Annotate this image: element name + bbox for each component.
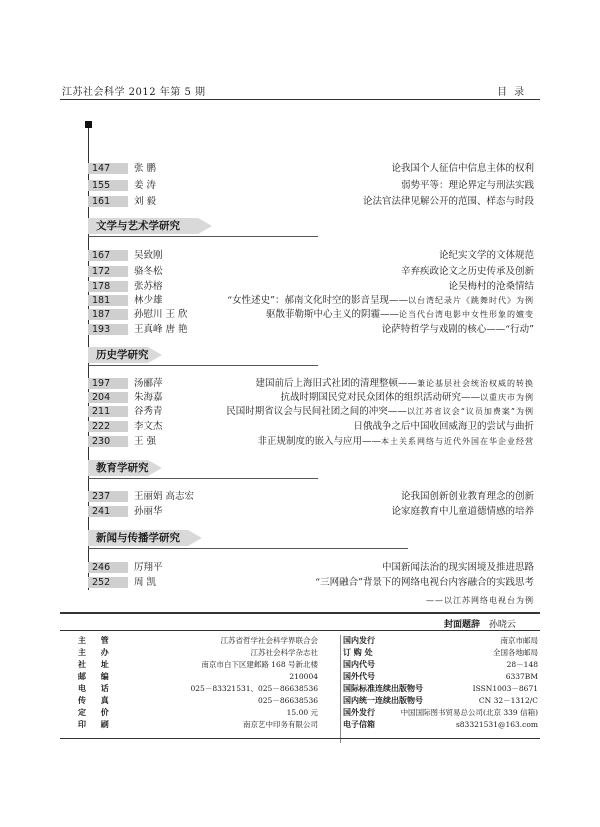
- page-number: 155: [92, 180, 111, 191]
- publisher-field-key: 定 价: [78, 708, 115, 717]
- entry-title: [382, 561, 534, 574]
- entry-title: [227, 294, 534, 307]
- entry-author: 孙慰川 王 欣: [134, 309, 188, 320]
- publisher-field-key: 国际标准连续出版物号: [343, 684, 423, 693]
- publisher-field: [78, 695, 338, 707]
- entry-title-text: 论我国个人征信中信息主体的权利: [391, 163, 534, 174]
- publisher-field-value: 28－148: [506, 660, 538, 669]
- publisher-field-value: ISSN1003－8671: [472, 684, 538, 693]
- entry-title: [401, 265, 534, 278]
- toc-entry[interactable]: [88, 405, 534, 418]
- publisher-field-value: 南京艺中印务有限公司: [243, 720, 318, 729]
- toc-entry[interactable]: [88, 561, 534, 574]
- journal-issue-label: 江苏社会科学 2012 年第 5 期: [62, 87, 206, 98]
- publisher-field: [78, 647, 338, 659]
- entry-title-text: 论萨特哲学与戏剧的核心——“行动”: [381, 324, 534, 335]
- publisher-field-key: 国内代号: [343, 660, 375, 669]
- entry-title: [226, 405, 534, 418]
- publisher-field: [78, 671, 338, 683]
- entry-title: [353, 420, 534, 433]
- section-label: 目 录: [497, 87, 527, 98]
- publisher-field-key: 主 办: [78, 648, 115, 657]
- entry-author: 王真峰 唐 艳: [134, 324, 188, 335]
- entry-title-text: 非正规制度的嵌入与应用——: [257, 436, 381, 447]
- publisher-field: [78, 635, 338, 647]
- entry-author: 孙丽华: [134, 506, 163, 517]
- publisher-field-value: CN 32－1312/C: [478, 696, 538, 705]
- publisher-field-key: 订 购 处: [343, 648, 373, 657]
- publisher-field-value: 南京市白下区建邺路 168 号新北楼: [201, 660, 318, 669]
- section-heading-rule: [88, 478, 318, 479]
- section-heading-label: 文学与艺术学研究: [96, 220, 180, 232]
- page-number: 241: [92, 506, 111, 517]
- entry-author: 张 鹏: [134, 163, 157, 174]
- page-number: 204: [92, 392, 111, 403]
- page-number: 252: [92, 577, 111, 588]
- toc-entry[interactable]: [88, 179, 534, 192]
- entry-subtitle: 以重庆市为例: [480, 393, 534, 402]
- page-number: 178: [92, 281, 111, 292]
- entry-title-text: 抗战时期国民党对民众团体的组织活动研究——: [280, 392, 480, 403]
- section-heading-label: 教育学研究: [96, 462, 149, 474]
- entry-author: 刘 毅: [134, 196, 157, 207]
- entry-author: 周 凯: [134, 577, 157, 588]
- entry-title: [448, 280, 534, 293]
- entry-title-text: 论家庭教育中儿童道德情感的培养: [391, 506, 534, 517]
- page-number: 246: [92, 562, 111, 573]
- entry-subtitle: 兼论基层社会统治权威的转换: [417, 379, 534, 388]
- toc-entry[interactable]: [88, 195, 534, 208]
- entry-author: 骆冬松: [134, 266, 163, 277]
- entry-author: 张苏榕: [134, 281, 163, 292]
- page-number: 197: [92, 378, 111, 389]
- publisher-field-value: 南京市邮局: [500, 636, 538, 645]
- entry-author: 林少雄: [134, 295, 163, 306]
- page-number: 181: [92, 295, 111, 306]
- publisher-field: [343, 647, 538, 659]
- entry-title-text: 驱散菲勒斯中心主义的阴霾——: [265, 309, 399, 320]
- publisher-field-key: 主 管: [78, 636, 115, 645]
- entry-subtitle: 以江苏省议会“议员加费案”为例: [406, 407, 534, 416]
- publisher-field: [343, 635, 538, 647]
- toc-entry[interactable]: [88, 420, 534, 433]
- publisher-field-key: 国外代号: [343, 672, 375, 681]
- publisher-field-key: 国内发行: [343, 636, 375, 645]
- publisher-field-key: 电子信箱: [343, 720, 375, 729]
- cover-credit: [444, 617, 516, 630]
- section-heading-rule: [88, 236, 318, 237]
- section-heading-label: 历史学研究: [96, 349, 149, 361]
- publisher-field: [343, 671, 538, 683]
- section-heading-rule: [88, 365, 318, 366]
- publisher-field-value: s83321531@163.com: [455, 720, 538, 729]
- entry-title-text: 论我国创新创业教育理念的创新: [400, 491, 534, 502]
- section-heading-label: 新闻与传播学研究: [96, 532, 180, 544]
- toc-entry[interactable]: [88, 576, 534, 589]
- entry-author: 姜 涛: [134, 180, 157, 191]
- entry-title: [257, 435, 534, 448]
- page-number: 222: [92, 421, 111, 432]
- entry-title-text: 中国新闻法治的现实困境及推进思路: [381, 562, 534, 573]
- entry-title: [401, 179, 534, 192]
- entry-title: [439, 249, 534, 262]
- entry-subtitle-continuation: ——以江苏网络电视台为例: [426, 596, 534, 605]
- toc-entry[interactable]: [88, 249, 534, 262]
- toc-entry[interactable]: [88, 280, 534, 293]
- publisher-field: [343, 695, 538, 707]
- publisher-field: [78, 683, 338, 695]
- header-rule: [60, 99, 540, 100]
- entry-title-text: 论纪实文学的文体规范: [438, 250, 534, 261]
- margin-marker: [85, 121, 92, 128]
- toc-entry[interactable]: [88, 162, 534, 175]
- entry-title-text: “女性述史”：郝南文化时空的影音呈现——: [227, 295, 408, 306]
- entry-title-text: “三网融合”背景下的网络电视台内容融合的实践思考: [315, 577, 534, 588]
- publisher-field-value: 中国国际图书贸易总公司(北京 339 信箱): [400, 708, 538, 717]
- page-number: 237: [92, 491, 111, 502]
- entry-title: [391, 162, 534, 175]
- entry-author: 厉翔平: [134, 562, 163, 573]
- publisher-field: [343, 707, 538, 719]
- entry-title: [363, 195, 534, 208]
- entry-title: [315, 576, 534, 589]
- entry-author: 谷秀青: [134, 406, 163, 417]
- entry-author: 王 强: [134, 436, 157, 447]
- entry-subtitle: 以台湾纪录片《跳舞时代》为例: [408, 296, 534, 305]
- entry-title: [255, 377, 534, 390]
- publisher-field-value: 025－86638536: [258, 696, 318, 705]
- publisher-field: [343, 683, 538, 695]
- publisher-field: [78, 719, 338, 731]
- page-number: 193: [92, 324, 111, 335]
- publisher-info: [60, 635, 540, 811]
- toc-entry[interactable]: [88, 490, 534, 503]
- publisher-field: [343, 719, 538, 731]
- page-number: 230: [92, 436, 111, 447]
- entry-author: 李文杰: [134, 421, 163, 432]
- publisher-field-key: 国内统一连续出版物号: [343, 696, 423, 705]
- entry-title: [280, 391, 534, 404]
- publisher-field-value: 210004: [289, 672, 318, 681]
- page-number: 211: [92, 406, 111, 417]
- toc-entry[interactable]: [88, 308, 534, 321]
- publisher-field-value: 全国各地邮局: [493, 648, 538, 657]
- publisher-field: [343, 659, 538, 671]
- toc-entry[interactable]: [88, 294, 534, 307]
- publisher-field-key: 国外发行: [343, 708, 375, 717]
- entry-title-text: 辛弃疾政论文之历史传承及创新: [400, 266, 534, 277]
- entry-title-text: 民国时期省议会与民间社团之间的冲突——: [226, 406, 407, 417]
- entry-title-text: 弱势平等：理论界定与刑法实践: [400, 180, 534, 191]
- publisher-bottom-rule: [60, 738, 540, 739]
- entry-author: 朱海嘉: [134, 392, 163, 403]
- footer-top-rule: [60, 612, 540, 614]
- toc-entry[interactable]: [88, 323, 534, 336]
- entry-author: 王丽娟 高志宏: [134, 491, 195, 502]
- publisher-field-value: 025－83321531、025－86638536: [190, 684, 318, 693]
- entry-title: [401, 490, 534, 503]
- toc-entry[interactable]: [88, 505, 534, 518]
- toc-entry[interactable]: [88, 391, 534, 404]
- publisher-field-key: 传 真: [78, 696, 115, 705]
- entry-title-text: 日俄战争之后中国收回威海卫的尝试与曲折: [353, 421, 534, 432]
- cover-credit-name: 孙晓云: [488, 620, 516, 630]
- publisher-field-key: 印 刷: [78, 720, 115, 729]
- entry-title-text: 建国前后上海旧式社团的清理整顿——: [255, 378, 417, 389]
- publisher-field-key: 电 话: [78, 684, 115, 693]
- publisher-field-key: 社 址: [78, 660, 115, 669]
- publisher-top-rule: [60, 630, 540, 631]
- page-number: 167: [92, 250, 111, 261]
- entry-subtitle: 论当代台湾电影中女性形象的嬗变: [399, 310, 534, 319]
- section-heading-rule: [88, 548, 408, 549]
- publisher-field-value: 15.00 元: [286, 708, 318, 717]
- page-number: 161: [92, 196, 111, 207]
- entry-title: [382, 323, 534, 336]
- page-number: 187: [92, 309, 111, 320]
- entry-title-text: 论法官法律见解公开的范围、样态与时段: [362, 196, 534, 207]
- publisher-field-value: 江苏省哲学社会科学界联合会: [220, 636, 318, 645]
- publisher-field: [78, 659, 338, 671]
- cover-credit-label: 封面题辞: [444, 620, 481, 630]
- publisher-field-value: 江苏社会科学杂志社: [250, 648, 318, 657]
- entry-subtitle: 本土关系网络与近代外国在华企业经营: [381, 437, 534, 446]
- publisher-field: [78, 707, 338, 719]
- toc-entry[interactable]: [88, 377, 534, 390]
- entry-title: [391, 505, 534, 518]
- publisher-field-value: 6337BM: [505, 672, 538, 681]
- entry-title-text: 论吴梅村的沧桑情结: [448, 281, 534, 292]
- entry-author: 汤郦萍: [134, 378, 163, 389]
- page-number: 172: [92, 266, 111, 277]
- toc-entry[interactable]: [88, 265, 534, 278]
- entry-title: [266, 308, 534, 321]
- page-number: 147: [92, 163, 111, 174]
- publisher-field-key: 邮 编: [78, 672, 115, 681]
- entry-author: 吴致刚: [134, 250, 163, 261]
- toc-entry[interactable]: [88, 435, 534, 448]
